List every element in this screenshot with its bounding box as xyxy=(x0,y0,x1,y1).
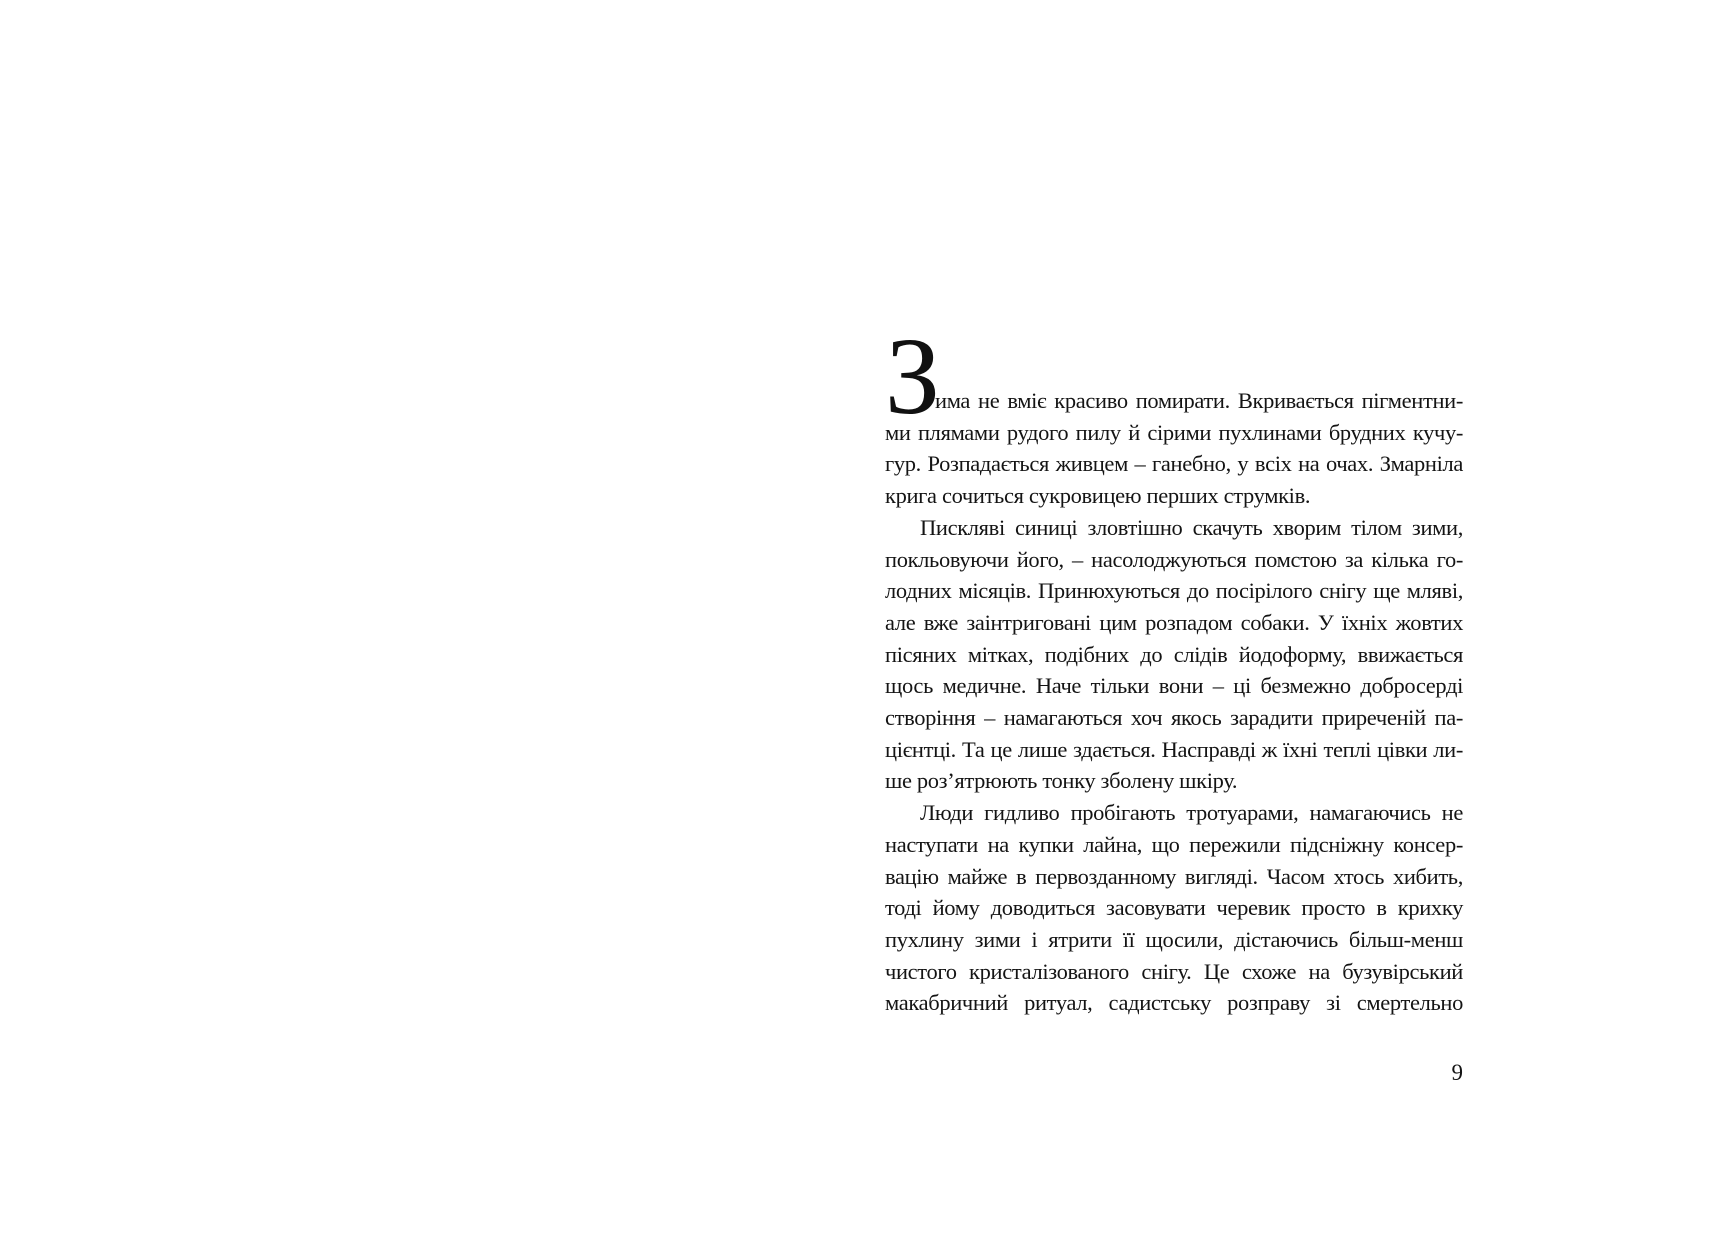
text-line: макабричний ритуал, садистську розправу зі смертельно xyxy=(885,990,1463,1016)
text-line: ми плямами рудого пилу й сірими пухлинами брудних кучу- xyxy=(885,419,1463,445)
page-number: 9 xyxy=(1451,1060,1463,1085)
paragraph xyxy=(885,797,1463,1019)
text-line: пухлину зими і ятрити її щосили, дістаючись більш-менш xyxy=(885,926,1463,952)
text-line: чистого кристалізованого снігу. Це схоже на бузувірський xyxy=(885,958,1463,984)
paragraph xyxy=(885,385,1463,512)
paragraph xyxy=(885,512,1463,797)
text-line: наступати на купки лайна, що пережили підсніжну консер- xyxy=(885,831,1463,857)
text-line: крига сочиться сукровицею перших струмків. xyxy=(885,483,1311,509)
text-line: створіння – намагаються хоч якось зарадити приреченій па- xyxy=(885,705,1463,731)
drop-cap: З xyxy=(885,315,940,437)
text-line: лодних місяців. Принюхуються до посірілого снігу ще мляві, xyxy=(885,578,1463,604)
text-line: има не вміє красиво помирати. Вкривається пігментни- xyxy=(935,388,1463,413)
text-line: цієнтці. Та це лише здається. Насправді ж їхні теплі цівки ли- xyxy=(885,736,1463,762)
text-line: але вже заінтриговані цим розпадом собаки. У їхніх жовтих xyxy=(885,609,1463,635)
text-line: Люди гидливо пробігають тротуарами, намагаючись не xyxy=(920,800,1463,826)
text-line: покльовуючи його, – насолоджуються помстою за кілька го- xyxy=(885,546,1463,572)
text-line: ше роз’ятрюють тонку зболену шкіру. xyxy=(885,768,1238,794)
text-line: тоді йому доводиться засовувати черевик просто в крихку xyxy=(885,895,1463,921)
text-line: щось медичне. Наче тільки вони – ці безмежно добросерді xyxy=(885,673,1463,699)
text-line: гур. Розпадається живцем – ганебно, у всіх на очах. Змарніла xyxy=(885,451,1463,477)
text-block xyxy=(885,315,1463,1019)
text-line: пісяних мітках, подібних до слідів йодоформу, ввижається xyxy=(885,641,1463,667)
text-line: Пискляві синиці зловтішно скачуть хворим тілом зими, xyxy=(920,514,1463,540)
text-line: вацію майже в первозданному вигляді. Часом хтось хибить, xyxy=(885,863,1463,889)
